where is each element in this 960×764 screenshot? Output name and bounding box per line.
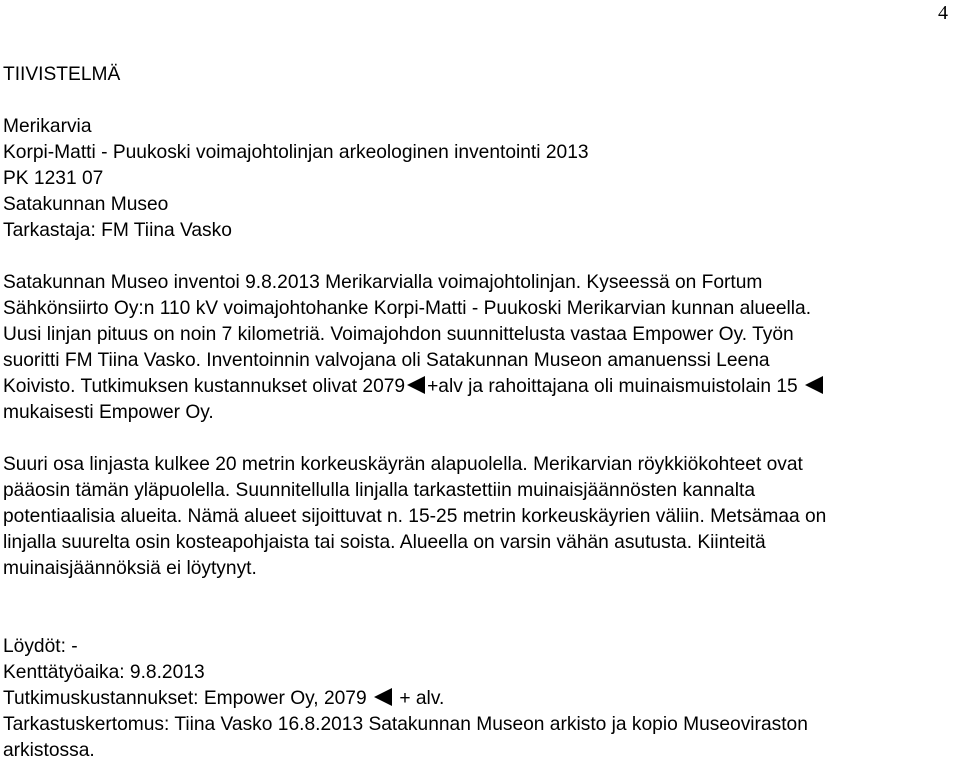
page-number: 4	[938, 2, 948, 24]
para1-line: Uusi linjan pituus on noin 7 kilometriä. Voimajohdon suunnittelusta vastaa Empower Oy. Työn	[3, 324, 794, 345]
euro-icon	[374, 688, 392, 706]
header-project: Korpi-Matti - Puukoski voimajohtolinjan arkeologinen inventointi 2013	[3, 142, 589, 163]
header-municipality: Merikarvia	[3, 116, 92, 137]
footer-finds: Löydöt: -	[3, 636, 78, 657]
euro-icon	[407, 376, 425, 394]
para2-line: linjalla suurelta osin kosteapohjaista tai soista. Alueella on varsin vähän asutusta. Kiinteitä	[3, 532, 766, 553]
document-title: TIIVISTELMÄ	[3, 64, 121, 85]
footer-costs-text: + alv.	[399, 688, 445, 709]
header-code: PK 1231 07	[3, 168, 104, 189]
document-body	[3, 62, 948, 764]
para2-line: Suuri osa linjasta kulkee 20 metrin korkeuskäyrän alapuolella. Merikarvian röykkiökohteet ovat	[3, 454, 803, 475]
para2-line: muinaisjäännöksiä ei löytynyt.	[3, 558, 257, 579]
para1-line	[3, 374, 948, 400]
para1-line: suoritti FM Tiina Vasko. Inventoinnin valvojana oli Satakunnan Museon amanuenssi Leena	[3, 350, 770, 371]
para2-line: pääosin tämän yläpuolella. Suunnitellulla linjalla tarkastettiin muinaisjäännösten kannalta	[3, 480, 755, 501]
section-sign-icon	[805, 376, 823, 394]
header-inspector: Tarkastaja: FM Tiina Vasko	[3, 220, 232, 241]
footer-costs	[3, 686, 948, 712]
para1-line-text: +alv ja rahoittajana oli muinaismuistolain 15	[427, 376, 798, 397]
para1-line: Sähkönsiirto Oy:n 110 kV voimajohtohanke Korpi-Matti - Puukoski Merikarvian kunnan alueella.	[3, 298, 812, 319]
footer-report: arkistossa.	[3, 740, 95, 761]
para1-line: Satakunnan Museo inventoi 9.8.2013 Merikarvialla voimajohtolinjan. Kyseessä on Fortum	[3, 272, 763, 293]
header-organization: Satakunnan Museo	[3, 194, 169, 215]
para1-line: mukaisesti Empower Oy.	[3, 402, 214, 423]
para2-line: potentiaalisia alueita. Nämä alueet sijoittuvat n. 15-25 metrin korkeuskäyrien väliin. Metsämaa on	[3, 506, 827, 527]
footer-fieldwork: Kenttätyöaika: 9.8.2013	[3, 662, 205, 683]
footer-report: Tarkastuskertomus: Tiina Vasko 16.8.2013 Satakunnan Museon arkisto ja kopio Museoviraston	[3, 714, 808, 735]
para1-line-text: Koivisto. Tutkimuksen kustannukset olivat 2079	[3, 376, 406, 397]
footer-costs-text: Tutkimuskustannukset: Empower Oy, 2079	[3, 688, 367, 709]
